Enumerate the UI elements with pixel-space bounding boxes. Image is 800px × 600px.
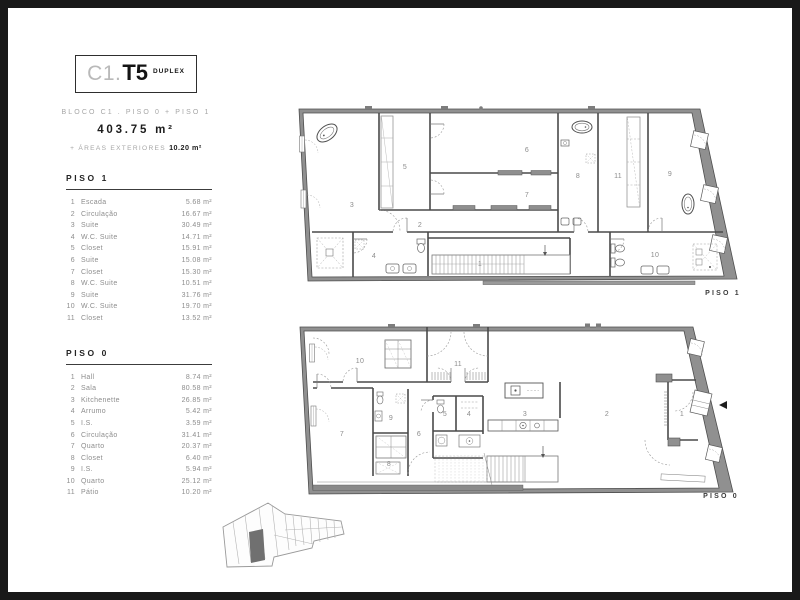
room-row xyxy=(66,315,212,327)
room-area: 15.30 m² xyxy=(181,268,212,276)
room-row xyxy=(66,420,212,432)
room-row xyxy=(66,478,212,490)
total-area: 403.75 m² xyxy=(97,124,175,136)
room-row xyxy=(66,234,212,246)
terrace-door xyxy=(661,474,705,482)
counters xyxy=(453,171,551,211)
room-row xyxy=(66,455,212,467)
room-label: 1 xyxy=(679,411,685,418)
room-label: 3 xyxy=(349,202,355,209)
room-name: Closet xyxy=(81,454,103,462)
room-row xyxy=(66,222,212,234)
room-label: 4 xyxy=(466,411,472,418)
room-area: 5.68 m² xyxy=(185,199,212,206)
room-area: 8.74 m² xyxy=(185,373,212,381)
room-row xyxy=(66,408,212,420)
room-label: 10 xyxy=(650,252,660,259)
room-name: Suite xyxy=(81,291,99,299)
room-row xyxy=(66,245,212,257)
room-number: 3 xyxy=(70,396,75,404)
room-label: 9 xyxy=(667,171,673,178)
exterior-areas-value: 10.20 m² xyxy=(169,143,202,152)
kitchen xyxy=(488,383,558,431)
unit-block-code: C1. xyxy=(87,62,122,85)
room-label: 9 xyxy=(388,415,394,422)
building-outline xyxy=(223,503,344,567)
room-label: 6 xyxy=(524,147,530,154)
piso0-rule xyxy=(66,364,212,365)
door-leaves xyxy=(353,124,662,239)
room-area: 6.40 m² xyxy=(185,454,212,462)
room-row xyxy=(66,443,212,455)
unit-subtitle: BLOCO C1 . PISO 0 + PISO 1 xyxy=(61,109,211,116)
room-label: 11 xyxy=(614,173,622,180)
floor-plan-piso0 xyxy=(293,316,743,506)
room-area: 3.59 m² xyxy=(185,419,212,427)
unit-suffix: DUPLEX xyxy=(153,68,185,75)
room-number: 7 xyxy=(70,443,75,451)
room-area: 16.67 m² xyxy=(181,210,212,218)
wc10-fixtures xyxy=(611,244,717,274)
room-area: 10.20 m² xyxy=(181,489,212,497)
room-number: 2 xyxy=(70,385,75,393)
room-name: Quarto xyxy=(81,443,105,451)
room-name: Arrumo xyxy=(81,408,107,416)
room-number: 5 xyxy=(70,419,75,427)
room-row xyxy=(66,199,212,211)
room-label: 7 xyxy=(524,192,530,199)
room-label: 5 xyxy=(442,411,448,418)
room-number: 8 xyxy=(70,280,75,288)
bathtub-suite3 xyxy=(314,120,341,145)
room-label: 8 xyxy=(575,173,581,180)
room-name: Hall xyxy=(81,373,95,381)
room-number: 4 xyxy=(70,408,75,416)
room-number: 11 xyxy=(67,314,75,322)
wall-stub xyxy=(668,438,680,446)
floor-plan-piso1 xyxy=(293,98,743,298)
room-number: 5 xyxy=(70,245,75,253)
bathtub-suite9 xyxy=(682,194,694,214)
wc8-fixtures xyxy=(561,140,595,225)
room-name: W.C. Suite xyxy=(81,303,118,311)
room-label: 2 xyxy=(604,411,610,418)
room-name: Escada xyxy=(81,199,107,206)
room-number: 6 xyxy=(70,256,75,264)
door-arcs xyxy=(353,124,662,253)
room-area: 19.70 m² xyxy=(181,303,212,311)
room-number: 4 xyxy=(70,233,75,241)
room-area: 31.76 m² xyxy=(181,291,212,299)
room-name: Suite xyxy=(81,222,99,230)
room-name: Closet xyxy=(81,268,103,276)
room-label: 8 xyxy=(386,461,392,468)
room-number: 11 xyxy=(67,489,75,497)
unit-title-box xyxy=(75,55,197,93)
room-label: 2 xyxy=(417,222,423,229)
stairs xyxy=(432,245,570,274)
room-name: Suite xyxy=(81,256,99,264)
room-area: 14.71 m² xyxy=(181,233,212,241)
room-label: 5 xyxy=(402,164,408,171)
room-label: 10 xyxy=(355,358,365,365)
room-row xyxy=(66,257,212,269)
room-number: 3 xyxy=(70,222,75,230)
room-label: 3 xyxy=(522,411,528,418)
room-number: 8 xyxy=(70,454,75,462)
room-area: 80.58 m² xyxy=(181,385,212,393)
room-name: W.C. Suite xyxy=(81,280,118,288)
room-label: 4 xyxy=(371,253,377,260)
stairs xyxy=(435,446,558,485)
room-area: 30.49 m² xyxy=(181,222,212,230)
room-name: W.C. Suite xyxy=(81,233,118,241)
door-arcs xyxy=(313,338,693,474)
room-row xyxy=(66,211,212,223)
piso0-heading: PISO 0 xyxy=(66,347,110,358)
highlighted-unit xyxy=(249,529,265,563)
room-name: I.S. xyxy=(81,419,93,427)
unit-typology: T5 xyxy=(122,60,149,85)
room-area: 5.42 m² xyxy=(185,408,212,416)
room-row xyxy=(66,432,212,444)
room-name: Circulação xyxy=(81,431,118,439)
room-name: Sala xyxy=(81,385,97,393)
room-number: 2 xyxy=(70,210,75,218)
wardrobe-quarto10 xyxy=(385,340,411,368)
room-label: 11 xyxy=(454,361,462,368)
room-area: 15.91 m² xyxy=(181,245,212,253)
room-number: 7 xyxy=(70,268,75,276)
patio xyxy=(427,332,488,380)
interior-walls xyxy=(313,327,698,476)
room-name: I.S. xyxy=(81,466,93,474)
room-area: 13.52 m² xyxy=(181,314,212,322)
is5-arrumo4-fixtures xyxy=(436,400,480,447)
room-area: 31.41 m² xyxy=(181,431,212,439)
wardrobes xyxy=(381,116,640,208)
room-row xyxy=(66,292,212,304)
wall-stub xyxy=(656,374,672,382)
room-number: 1 xyxy=(70,199,75,206)
exterior-areas-line xyxy=(60,143,212,152)
room-name: Pátio xyxy=(81,489,99,497)
room-label: 1 xyxy=(477,261,483,268)
room-number: 1 xyxy=(70,373,75,381)
piso0-plan-caption: PISO 0 xyxy=(703,493,739,500)
room-name: Circulação xyxy=(81,210,118,218)
room-row xyxy=(66,269,212,281)
room-row xyxy=(66,489,212,501)
room-label: 6 xyxy=(416,431,422,438)
room-number: 9 xyxy=(70,466,75,474)
piso1-plan-caption: PISO 1 xyxy=(705,290,741,297)
left-wall-windows xyxy=(310,344,317,426)
piso1-room-list xyxy=(60,199,212,327)
room-area: 20.37 m² xyxy=(181,443,212,451)
room-row xyxy=(66,385,212,397)
room-row xyxy=(66,397,212,409)
bathtub-wc8 xyxy=(572,121,592,133)
room-label: 7 xyxy=(339,431,345,438)
room-row xyxy=(66,280,212,292)
bottom-ledge xyxy=(483,281,695,285)
room-area: 5.94 m² xyxy=(185,466,212,474)
exterior-areas-label: + ÁREAS EXTERIORES xyxy=(70,145,166,152)
room-name: Quarto xyxy=(81,477,105,485)
room-row xyxy=(66,466,212,478)
room-area: 25.12 m² xyxy=(181,477,212,485)
room-area: 26.85 m² xyxy=(181,396,212,404)
room-row xyxy=(66,374,212,386)
room-area: 15.08 m² xyxy=(181,256,212,264)
room-name: Kitchenette xyxy=(81,396,120,404)
spec-sidebar xyxy=(60,55,212,501)
room-area: 10.51 m² xyxy=(181,280,212,288)
piso0-room-list xyxy=(60,374,212,502)
site-key-plan xyxy=(215,500,350,578)
room-number: 6 xyxy=(70,431,75,439)
room-row xyxy=(66,303,212,315)
room-number: 9 xyxy=(70,291,75,299)
entrance-arrow-icon xyxy=(719,401,727,409)
piso1-rule xyxy=(66,189,212,190)
room-name: Closet xyxy=(81,245,103,253)
piso0-section xyxy=(60,348,212,502)
piso1-section xyxy=(60,173,212,327)
room-number: 10 xyxy=(66,303,75,311)
room-name: Closet xyxy=(81,314,103,322)
piso1-heading: PISO 1 xyxy=(66,173,110,183)
room-number: 10 xyxy=(66,477,75,485)
